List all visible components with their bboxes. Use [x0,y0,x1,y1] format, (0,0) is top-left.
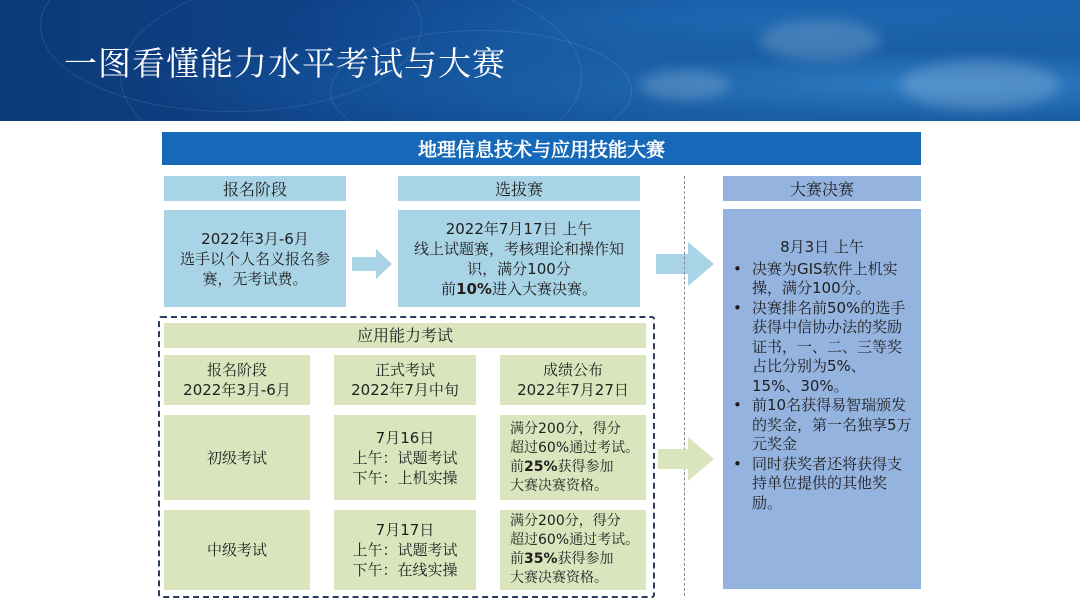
text-fragment: 前 [510,458,524,475]
final-header: 大赛决赛 [723,176,921,201]
preliminary-header: 选拔赛 [398,176,640,201]
result-line: 大赛决赛资格。 [510,570,608,586]
highlight-percent: 25% [524,458,558,475]
preliminary-line: 2022年7月17日 上午 [445,219,593,238]
phase-title: 成绩公布 [542,361,603,379]
level-result [500,510,646,590]
schedule-pm: 下午：上机实操 [352,468,458,487]
phase-date: 2022年3月-6月 [183,381,291,399]
final-bullet: • 决赛为GIS软件上机实操，满分100分。 [724,260,920,299]
phase-title: 报名阶段 [206,361,267,379]
phase-date: 2022年7月27日 [517,381,629,399]
level-schedule [334,415,476,500]
exam-header: 应用能力考试 [164,323,646,348]
header-banner [0,0,1080,121]
final-date: 8月3日 上午 [780,238,864,256]
schedule-date: 7月17日 [375,521,435,539]
registration-line: 选手以个人名义报名参 [179,249,330,268]
schedule-am: 上午：试题考试 [352,448,458,467]
level-result [500,415,646,500]
highlight-percent: 10% [456,279,492,298]
result-line: 超过60%通过考试。 [510,439,640,456]
cloud-shape [900,60,1060,110]
cloud-shape [760,20,880,60]
result-line: 超过60%通过考试。 [510,532,640,548]
level-name: 初级考试 [164,415,310,500]
phase-date: 2022年7月中旬 [351,381,459,399]
final-bullet: • 决赛排名前50%的选手获得中信协办法的奖励证书，一、二、三等奖占比分别为5%、15%、30%。 [724,299,920,397]
text-fragment: 获得参加 [557,551,614,567]
final-content [724,238,920,513]
final-bullet: • 同时获奖者还将获得支持单位提供的其他奖励。 [724,455,920,514]
highlight-percent: 35% [524,551,558,567]
cloud-shape [640,70,730,100]
text-fragment: 进入大赛决赛。 [491,279,597,298]
text-fragment: 前 [510,551,524,567]
preliminary-line: 识，满分100分 [467,259,571,278]
schedule-pm: 下午：在线实操 [352,561,458,579]
result-line [510,458,614,477]
level-schedule [334,510,476,590]
registration-box [164,210,346,307]
registration-line: 2022年3月-6月 [201,229,309,248]
result-line [510,550,614,569]
arrow-right-icon [658,437,714,481]
exam-phase-result [500,355,646,405]
text-fragment: 前 [441,279,457,298]
phase-title: 正式考试 [374,361,435,379]
registration-line: 赛，无考试费。 [202,269,308,288]
page-title: 一图看懂能力水平考试与大赛 [64,44,506,83]
exam-phase-registration [164,355,310,405]
registration-header: 报名阶段 [164,176,346,201]
text-fragment: 获得参加 [557,458,614,475]
arrow-right-icon [352,249,392,279]
schedule-date: 7月16日 [375,428,435,447]
final-bullet: • 前10名获得易智瑞颁发的奖金，第一名独享5万元奖金 [724,396,920,455]
exam-phase-formal [334,355,476,405]
preliminary-line: 线上试题赛，考核理论和操作知 [413,239,624,258]
final-bullet-list [724,260,920,514]
preliminary-box [398,210,640,307]
result-line: 满分200分，得分 [510,420,621,437]
preliminary-line [441,279,597,299]
schedule-am: 上午：试题考试 [352,541,458,559]
competition-banner: 地理信息技术与应用技能大赛 [162,132,921,165]
result-line: 大赛决赛资格。 [510,477,608,494]
level-name: 中级考试 [164,510,310,590]
result-line: 满分200分，得分 [510,513,621,529]
arrow-right-icon [656,242,714,286]
divider-line [684,176,685,596]
